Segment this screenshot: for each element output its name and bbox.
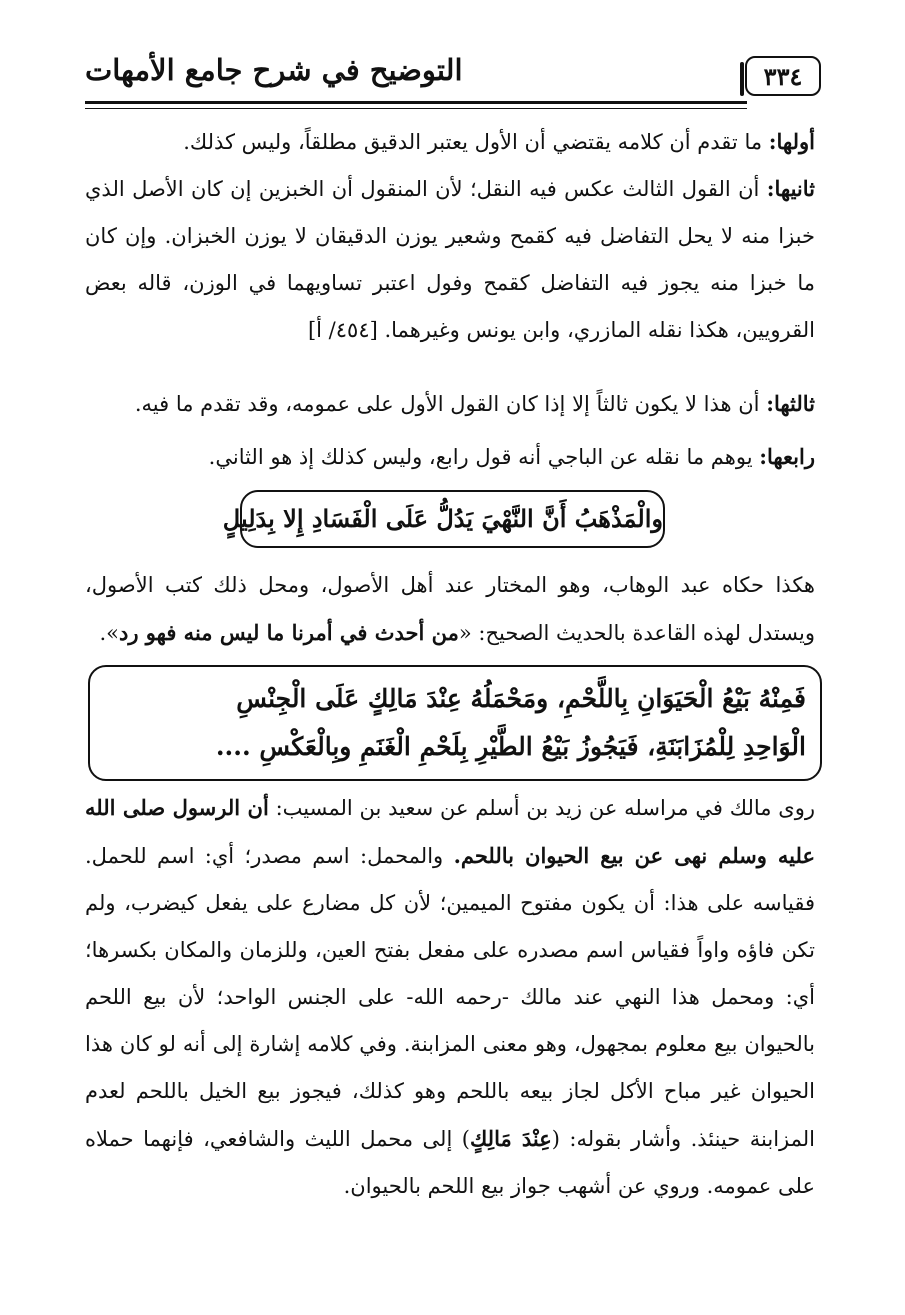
paragraph-lead: أولها: xyxy=(768,129,815,154)
header-rule xyxy=(85,101,747,104)
paragraph-text-end: ) إلى محمل الليث والشافعي، فإنهما حملاه على عمومه. وروي عن أشهب جواز بيع اللحم بالحيوان. xyxy=(85,1127,815,1198)
paragraph-text: يوهم ما نقله عن الباجي أنه قول رابع، وليس كذلك إذ هو الثاني. xyxy=(208,445,760,469)
matn-text: والْمَذْهَبُ أَنَّ النَّهْيَ يَدُلُّ عَلَى الْفَسَادِ إِلا بِدَلِيلٍ xyxy=(222,504,663,533)
paragraph-text: هكذا حكاه عبد الوهاب، وهو المختار عند أهل الأصول، ومحل ذلك كتب الأصول، ويستدل لهذه القاعدة بالحديث الصحيح: « xyxy=(85,573,815,645)
paragraph-lead: رابعها: xyxy=(759,444,815,469)
page-number: ٣٣٤ xyxy=(745,56,821,96)
hadith-text: أن الرسول صلى الله عليه وسلم نهى عن بيع الحيوان باللحم. xyxy=(85,795,815,868)
paragraph-text-mid: والمحمل: اسم مصدر؛ أي: اسم للحمل. فقياسه على هذا: أن يكون مفتوح الميمين؛ لأن كل مضارع على يفعل كيضرب، ولم تكن فاؤه واواً فقياس اسم مصدره على مفعل بفتح العين، وللزمان والمكان بكسرها؛ أي: ومحمل هذا النهي عند مالك -رحمه الله- على الجنس الواحد؛ لأن بيع اللحم بالحيوان بيع معلوم بمجهول، وهو معنى المزابنة. وفي كلامه إشارة إلى أنه لو كان هذا الحيوان غير مباح الأكل لجاز بيعه باللحم وهو كذلك، فيجوز بيع الخيل باللحم لعدم المزابنة حينئذ. وأشار بقوله: ( xyxy=(85,844,815,1151)
paragraph-text: ما تقدم أن كلامه يقتضي أن الأول يعتبر الدقيق مطلقاً، وليس كذلك. xyxy=(183,130,769,154)
matn-line-1: فَمِنْهُ بَيْعُ الْحَيَوَانِ بِاللَّحْمِ، ومَحْمَلُهُ عِنْدَ مَالِكٍ عَلَى الْجِنْسِ xyxy=(236,684,806,713)
running-header xyxy=(85,42,825,104)
paragraph-lead: ثانيها: xyxy=(766,176,815,201)
quoted-matn: عِنْدَ مَالِكٍ xyxy=(469,1126,552,1151)
matn-box-bay-alhayawan xyxy=(88,665,822,781)
paragraph-text: أن القول الثالث عكس فيه النقل؛ لأن المنقول أن الخبزين إن كان الأصل الذي خبزا منه لا يحل التفاضل فيه كقمح وشعير يوزن الدقيقان لا يوزن الخبزان. وإن كان ما خبزا منه يجوز فيه التفاضل كقمح وفول اعتبر تساويهما في الوزن، قاله بعض القرويين، هكذا نقله المازري، وابن يونس وغيرهما. [٤٥٤/ أ] xyxy=(85,177,815,342)
header-rule-thin xyxy=(85,108,747,109)
paragraph-first xyxy=(85,118,815,166)
paragraph-sixth xyxy=(85,784,815,1210)
matn-line-2: الْوَاحِدِ لِلْمُزَابَنَةِ، فَيَجُوزُ بَيْعُ الطَّيْرِ بِلَحْمِ الْغَنَمِ وبِالْعَكْسِ .... xyxy=(215,732,806,761)
paragraph-lead: ثالثها: xyxy=(766,391,815,416)
paragraph-text: أن هذا لا يكون ثالثاً إلا إذا كان القول الأول على عمومه، وقد تقدم ما فيه. xyxy=(134,392,767,416)
paragraph-fifth xyxy=(85,562,815,657)
book-title: التوضيح في شرح جامع الأمهات xyxy=(85,53,463,87)
paragraph-text: روى مالك في مراسله عن زيد بن أسلم عن سعيد بن المسيب: xyxy=(268,796,815,820)
hadith-text: من أحدث في أمرنا ما ليس منه فهو رد xyxy=(119,620,459,645)
paragraph-fourth xyxy=(85,433,815,481)
paragraph-second xyxy=(85,165,815,354)
matn-box-nahy xyxy=(222,490,665,548)
paragraph-third xyxy=(85,380,815,428)
paragraph-text-end: ». xyxy=(99,621,119,645)
